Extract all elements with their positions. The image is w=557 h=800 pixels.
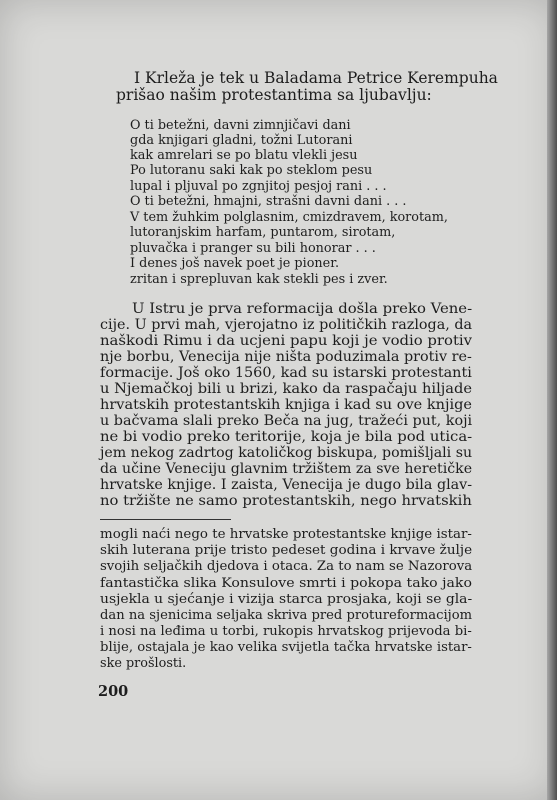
body-line: u Njemačkoj bili u brizi, kako da raspačaju hiljade: [100, 381, 473, 397]
footnote-line: dan na sjenicima seljaka skriva pred protureformacijom: [100, 608, 473, 623]
body-line: cije. U prvi mah, vjerojatno iz političkih razloga, da: [100, 317, 473, 333]
footnote-line: i nosi na leđima u torbi, rukopis hrvatskog prijevoda bi-: [100, 624, 472, 639]
verse-line: zritan i sprepluvan kak stekli pes i zver.: [130, 272, 388, 287]
verse-line: Po lutoranu saki kak po steklom pesu: [130, 163, 373, 178]
page-number: 200: [98, 683, 129, 700]
verse-line: kak amrelari se po blatu vlekli jesu: [130, 148, 358, 163]
verse-line: lupal i pljuval po zgnjitoj pesjoj rani . . .: [130, 179, 387, 194]
verse-line: gda knjigari gladni, tožni Lutorani: [130, 133, 353, 148]
body-line: naškodi Rimu i da ucjeni papu koji je vodio protiv: [100, 333, 473, 349]
footnote-line: usjekla u sjećanje i vizija starca prosjaka, koji se gla-: [100, 592, 473, 607]
body-line: hrvatske knjige. I zaista, Venecija je dugo bila glav-: [100, 477, 473, 493]
body-line: nje borbu, Venecija nije ništa poduzimala protiv re-: [100, 349, 472, 365]
verse-line: pluvačka i pranger su bili honorar . . .: [130, 241, 376, 256]
footnote-line: skih luterana prije tristo pedeset godina i krvave žulje: [100, 543, 473, 558]
verse-line: lutoranjskim harfam, puntarom, sirotam,: [130, 225, 396, 240]
verse-line: I denes još navek poet je pioner.: [130, 256, 340, 271]
verse-line: V tem žuhkim polglasnim, cmizdravem, korotam,: [130, 210, 448, 225]
body-line: da učine Veneciju glavnim tržištem za sve heretičke: [100, 461, 473, 477]
footnote-line: ske prošlosti.: [100, 656, 187, 671]
footnote-line: svojih seljačkih djedova i otaca. Za to nam se Nazorova: [100, 559, 473, 574]
verse-line: O ti betežni, hmajni, strašni davni dani . . .: [130, 194, 407, 209]
intro-line: prišao našim protestantima sa ljubavlju:: [116, 86, 432, 104]
body-line: jem nekog zadrtog katoličkog biskupa, pomišljali su: [100, 445, 473, 461]
body-line: no tržište ne samo protestantskih, nego hrvatskih: [100, 493, 472, 509]
body-line: ne bi vodio preko teritorije, koja je bila pod utica-: [100, 429, 473, 445]
footnote-divider: [100, 519, 231, 520]
verse-line: O ti betežni, davni zimnjičavi dani: [130, 118, 351, 133]
footnote-line: fantastička slika Konsulove smrti i pokopa tako jako: [100, 576, 472, 591]
footnote-line: mogli naći nego te hrvatske protestantske knjige istar-: [100, 527, 472, 542]
footnote-line: blije, ostajala je kao velika svijetla tačka hrvatske istar-: [100, 640, 472, 655]
body-line: formacije. Još oko 1560, kad su istarski protestanti: [100, 365, 472, 381]
body-line: hrvatskih protestantskih knjiga i kad su ove knjige: [100, 397, 472, 413]
intro-line: I Krleža je tek u Baladama Petrice Kerempuha: [134, 69, 498, 87]
body-line: u bačvama slali preko Beča na jug, tražeći put, koji: [100, 413, 473, 429]
body-line: U Istru je prva reformacija došla preko Vene-: [132, 301, 473, 317]
